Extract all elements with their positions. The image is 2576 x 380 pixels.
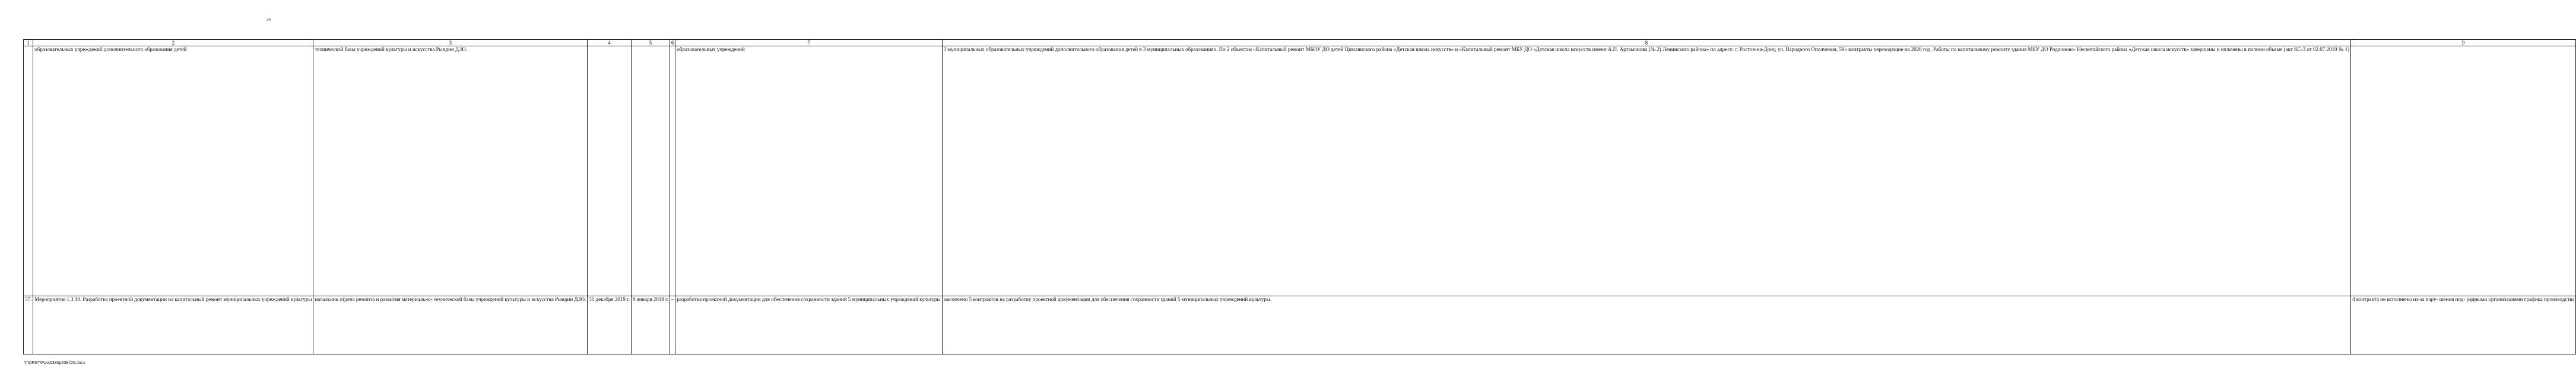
column-number: 7 [675,40,942,46]
column-number: 5 [632,40,670,46]
table-header-row [24,40,2576,46]
column-number: 1 [24,40,33,46]
cell-planned-date [588,46,632,296]
cell-actual-result: 3 муниципальных образовательных учреждений дополнительного образования детей в 3 муниципальных образованиях. По 2 объектам «Капитальный ремонт МБОУ ДО детей Цимлянского района «Детская школа искусств» и «Капитальный ремонт МБУ ДО «Детская школа искусств имени А.П. Артамонова (№ 2) Ленинского района» по адресу: г. Ростов-на-Дону, ул. Народного Ополчения, 59» контракты переходящие на 2020 год. Работы по капитальному ремонту здания МБУ ДО Родионово- Несветайского района «Детская школа искусств» завершены и оплачены в полном объеме (акт КС-3 от 02.07.2019 № 1) [942,46,2350,296]
cell-activity: образовательных учреждений дополнительного образования детей [33,46,313,296]
cell-activity: Мероприятие 1.3.10. Разработка проектной документации на капитальный ремонт муниципальных учреждений культуры [33,296,313,354]
cell-actual-result: заключено 5 контрактов на разработку проектной документации для обеспечения сохранности зданий 5 муниципальных учреждений культуры. [942,296,2350,354]
column-number: 3 [313,40,588,46]
cell-deviation [670,46,675,296]
cell-number: 37. [24,296,33,354]
file-path-footer: Y:\ORST\Ppo\0330p238.f20.docx [24,361,85,365]
table-row [24,296,2576,354]
page-number: 34 [267,17,271,22]
column-number: 8 [942,40,2350,46]
cell-reasons [2351,46,2576,296]
cell-planned-date: 31 декабря 2019 г. [588,296,632,354]
cell-number [24,46,33,296]
cell-expected-result: образовательных учреждений [675,46,942,296]
column-number: 2 [33,40,313,46]
cell-expected-result: разработка проектной документации для обеспечения сохранности зданий 5 муниципальных учреждений культуры [675,296,942,354]
cell-actual-date [632,46,670,296]
table-row [24,46,2576,296]
cell-reasons: 4 контракта не исполнены из-за нару- шения под- рядными организациями графика производства [2351,296,2576,354]
cell-responsible: технической базы учреждений культуры и искусства Рындин Д.Ю. [313,46,588,296]
column-number: 9 [2351,40,2576,46]
report-table [23,39,2576,354]
cell-responsible: начальник отдела ремонта и развития материально- технической базы учреждений культуры и искусства Рындин Д.Ю. [313,296,588,354]
column-number: 4 [588,40,632,46]
cell-deviation: – [670,296,675,354]
cell-actual-date: 9 января 2019 г. [632,296,670,354]
column-number: 6 [670,40,675,46]
